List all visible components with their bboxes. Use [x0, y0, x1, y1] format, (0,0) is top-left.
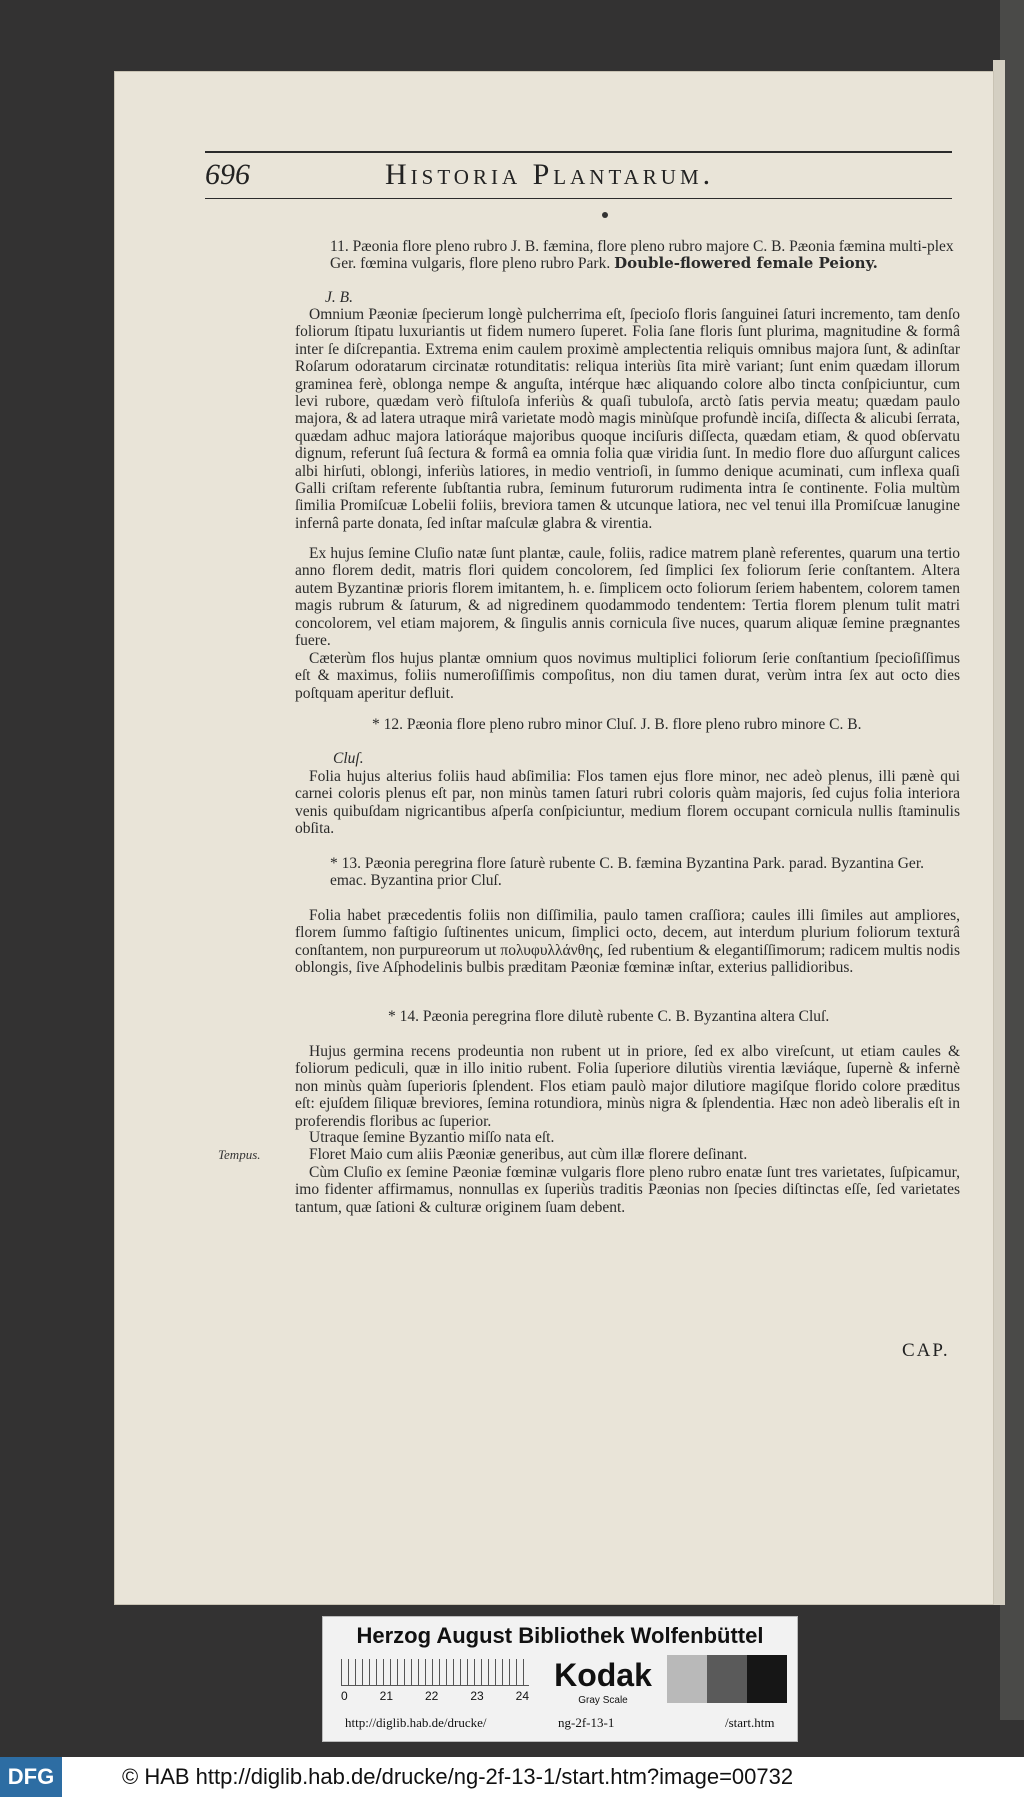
margin-note-tempus: Tempus. — [218, 1147, 261, 1162]
ornament — [602, 212, 608, 218]
entry-14-paragraph-3: Floret Maio cum aliis Pæoniæ generibus, aut cùm illæ florere deſinant. — [309, 1146, 748, 1163]
kodak-logo: Kodak — [554, 1657, 652, 1693]
entry-11-english-name: Double-flowered female Peiony. — [614, 254, 878, 273]
header-rule — [205, 151, 952, 153]
scale-ruler — [341, 1659, 529, 1686]
label-url-id: ng-2f-13-1 — [558, 1715, 615, 1730]
footer-citation: © HAB http://diglib.hab.de/drucke/ng-2f-13-1/start.htm?image=00732 — [122, 1764, 794, 1789]
gray-patch-mid — [707, 1655, 747, 1703]
label-url-right: /start.htm — [725, 1715, 775, 1730]
page-number: 696 — [205, 158, 250, 191]
book-page — [115, 72, 993, 1604]
entry-14-paragraph-4: Cùm Cluſio ex ſemine Pæoniæ fœminæ vulgaris flore pleno rubro enatæ ſunt tres varietates, ſuſpicamur, imo fidenter affirmamus, nonnullas ex ſuperiùs traditis Pæonias non ſpecies diſtinctas eſſe, ſed varietates tantum, quæ ſationi & culturæ originem ſuam debent. — [295, 1164, 960, 1216]
gray-patch-light — [667, 1655, 707, 1703]
header-rule-bottom — [205, 198, 952, 199]
gray-scale-caption: Gray Scale — [578, 1695, 628, 1706]
label-url-left: http://diglib.hab.de/drucke/ — [345, 1715, 487, 1730]
entry-12-heading: * 12. Pæonia flore pleno rubro minor Cluſ. J. B. flore pleno rubro minore C. B. — [372, 716, 862, 733]
entry-11-paragraph-2: Ex hujus ſemine Cluſio natæ ſunt plantæ, caule, foliis, radice matrem planè referentes, quarum una tertio anno florem dedit, matris flori quidem concolorem, ſed ſimplici ſex foliorum ſerie conſtantem. Altera autem Byzantinæ prioris florem imitantem, h. e. ſimplicem octo foliorum ſeriem habentem, colorem tamen magis rubrum & ſaturum, & ad nigredinem quodammodo tendentem: Tertia florem plenum tulit matri concolorem, vel etiam majorem, & ſingulis annis cornicula ſive nuces, quarum aliquæ ſemine prægnantes fuere. — [295, 545, 960, 650]
entry-12-source: Cluſ. — [333, 750, 364, 767]
entry-11-paragraph-1: Omnium Pæoniæ ſpecierum longè pulcherrima eſt, ſpecioſo floris ſanguinei ſaturi incremento, tam denſo foliorum ſtipatu luxuriantis ut fidem numero ſuperet. Folia ſane floris ſunt plurima, magnitudine & formâ inter ſe diſcrepantia. Extrema enim caulem proximè amplectentia reliquis omnibus majora ſunt, & adinſtar Roſarum odoratarum circinatæ rotunditatis: reliqua interiùs ſita mirè variant; ſunt enim quædam illorum graminea ferè, oblonga nempe & anguſta, intérque hæc aliquando colore albo tincta conſpiciuntur, cum levi rubore, quædam verò fiſtuloſa inferiùs & quaſi tubuloſa, arctò ſatis pervia meatu; quædam paulo majora, & ad latera utraque mirâ varietate modò magis minùſque profundè inciſa, diſſecta & alicubi ſerrata, quædam adhuc majora latioráque majoribus quoque inciſuris diſſecta, quædam etiam, & quod obſervatu dignum, referunt ſuâ ſectura & formâ ea omnia folia quæ viridia ſunt. In medio flore duo aſſurgunt calices albi hirſuti, oblongi, inferiùs latiores, in medio ventrioſi, in ſummo denique acuminati, cum inflexa quaſi Galli criſtam referente ſubſtantia rubra, ſeminum futurorum rudimenta intra ſe continente. Folia multùm ſimilia Promiſcuæ Lobelii foliis, breviora tamen & utcunque latiora, nec vel tenui illa Promiſcuæ lanugine infernâ parte donata, ſed inſtar maſculæ glabra & virentia. — [295, 306, 960, 532]
entry-11-heading: 11. Pæonia flore pleno rubro J. B. fæmina, flore pleno rubro majore C. B. Pæonia fæmina multi-plex Ger. fœmina vulgaris, flore pleno rubro Park. Double-flowered female Peiony. — [330, 238, 954, 273]
library-name: Herzog August Bibliothek Wolfenbüttel — [356, 1623, 764, 1648]
page-edge — [993, 60, 1005, 1605]
entry-11-paragraph-3: Cæterùm flos hujus plantæ omnium quos novimus multiplici foliorum ſerie conſtantium ſpecioſiſſimus eſt & maximus, foliis numeroſiſſimis compoſitus, non diu tamen durat, verùm intra ſex aut octo dies poſtquam aperitur defluit. — [295, 650, 960, 702]
entry-13-heading: * 13. Pæonia peregrina flore ſaturè rubente C. B. fæmina Byzantina Park. parad. Byzantina Ger. emac. Byzantina prior Cluſ. — [330, 855, 924, 890]
running-title: Historia Plantarum. — [385, 158, 715, 191]
footer-bar — [0, 1757, 1024, 1797]
entry-13-paragraph: Folia habet præcedentis foliis non diſſimilia, paulo tamen craſſiora; caules illi ſimiles aut ampliores, florem ſummo faſtigio ſuſtinentes unicum, ſimplici octo, decem, aut interdum plurium foliorum texturâ conſtantem, non purpureorum ut πολυφυλλάνθης, ſed rubentium & elegantiſſimorum; radicem multis nodis oblongis, ſive Aſphodelinis bulbis præditam Pæoniæ fœminæ inſtar, exterius pallidioribus. — [295, 907, 960, 977]
ruler-numbers: 0 21 22 23 24 — [341, 1689, 529, 1703]
gray-patch-dark — [747, 1655, 787, 1703]
catchword: CAP. — [902, 1340, 950, 1361]
entry-11-source: J. B. — [325, 289, 353, 306]
entry-12-paragraph: Folia hujus alterius foliis haud abſimilia: Flos tamen ejus flore minor, nec adeò plenus, illi pænè qui carnei coloris plenus eſt par, non minùs tamen ſaturi rubri coloris quàm majoris, ſed cujus folia interiora venis quibuſdam nigricantibus aſperſa conſpiciuntur, medium florem occupant cornicula nullis ſtaminulis obſita. — [295, 768, 960, 838]
entry-14-paragraph-2: Utraque ſemine Byzantio miſſo nata eſt. — [309, 1129, 555, 1146]
entry-14-paragraph-1: Hujus germina recens prodeuntia non rubent ut in priore, ſed ex albo vireſcunt, ut etiam caules & foliorum pediculi, quæ in illo initio rubent. Folia ſuperiore dilutiùs virentia læviáque, ſupernè & infernè non minùs quàm ſuperioris ſplendent. Flos etiam paulò major dilutiore magiſque florido colore præditus eſt: ejuſdem ſiliquæ breviores, ſemina rotundiora, minùs nigra & ſplendentia. Hæc non adeò liberalis eſt in proferendis floribus ac ſuperior. — [295, 1043, 960, 1130]
dfg-logo: DFG — [0, 1757, 62, 1797]
library-label — [322, 1616, 798, 1742]
entry-14-heading: * 14. Pæonia peregrina flore dilutè rubente C. B. Byzantina altera Cluſ. — [388, 1008, 830, 1025]
